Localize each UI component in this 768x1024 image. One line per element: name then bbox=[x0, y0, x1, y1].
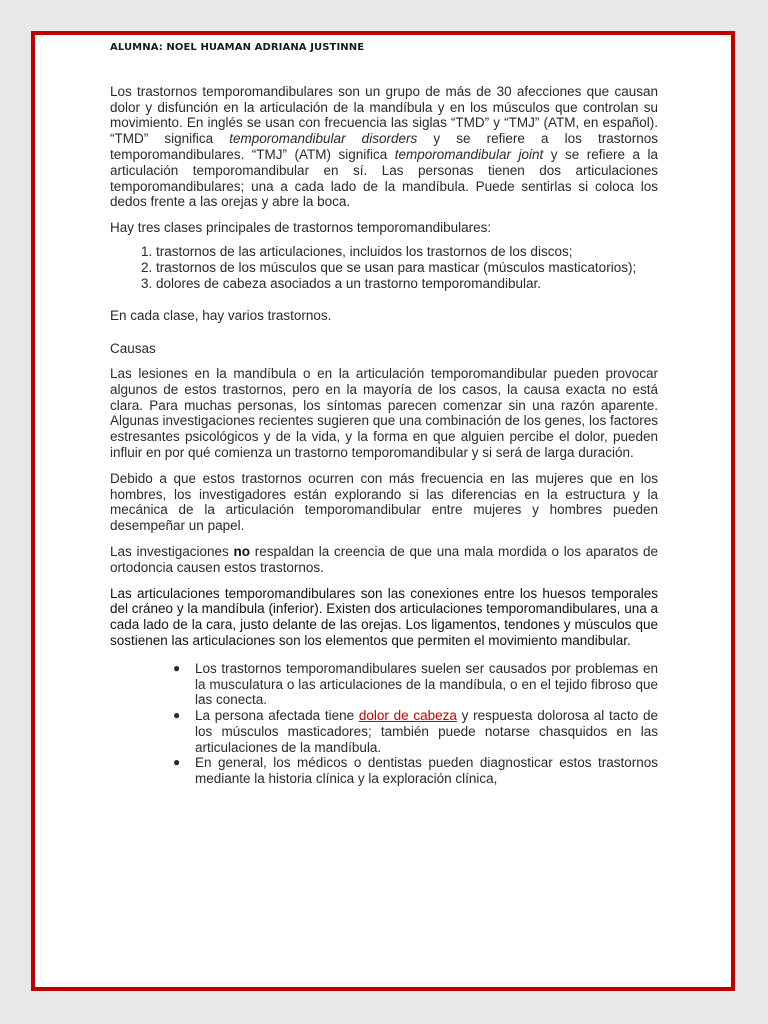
section-heading-causas: Causas bbox=[110, 341, 156, 357]
emphasis-no: no bbox=[233, 543, 251, 559]
bullet-icon: ● bbox=[173, 660, 181, 675]
bullet-list bbox=[110, 661, 658, 787]
dolor-de-cabeza-link[interactable]: dolor de cabeza bbox=[358, 708, 457, 724]
document-body bbox=[110, 40, 658, 787]
classes-closing: En cada clase, hay varios trastornos. bbox=[110, 308, 332, 324]
causes-paragraph-1: Las lesiones en la mandíbula o en la articulación temporomandibular pueden provocar algunos de estos trastornos, pero en la mayoría de los casos, la causa exacta no está clara. Para muchas personas, los síntomas parecen comenzar sin una razón aparente. Algunas investigaciones recientes sugieren que una combinación de los genes, los factores estresantes psicológicos y de la vida, y la forma en que alguien percibe el dolor, pueden influir en por qué comienza un trastorno temporomandibular y si será de larga duración. bbox=[110, 365, 658, 460]
term-tmd: temporomandibular disorders bbox=[229, 131, 418, 147]
list-item: 1. trastornos de las articulaciones, incluidos los trastornos de los discos; bbox=[156, 244, 658, 260]
intro-paragraph: Los trastornos temporomandibulares son un grupo de más de 30 afecciones que causan dolor y disfunción en la articulación de la mandíbula y en los músculos que controlan su movimiento. En inglés se usan con frecuencia las siglas “TMD” y “TMJ” (ATM, en español). “TMD” significa temporomandibular disorders y se refiere a los trastornos temporomandibulares. “TMJ” (ATM) significa temporomandibular joint y se refiere a la articulación temporomandibular en sí. Las personas tienen dos articulaciones temporomandibulares; una a cada lado de la mandíbula. Puede sentirlas si coloca los dedos frente a las orejas y abre la boca. bbox=[110, 83, 658, 210]
causes-paragraph-3: Las investigaciones no respaldan la creencia de que una mala mordida o los aparatos de ortodoncia causen estos trastornos. bbox=[110, 543, 658, 575]
classes-lead: Hay tres clases principales de trastornos temporomandibulares: bbox=[110, 220, 492, 236]
term-tmj: temporomandibular joint bbox=[394, 146, 544, 162]
list-item: 2. trastornos de los músculos que se usan para masticar (músculos masticatorios); bbox=[156, 260, 658, 276]
student-name-header: ALUMNA: NOEL HUAMAN ADRIANA JUSTINNE bbox=[110, 42, 365, 53]
bullet-item: ● La persona afectada tiene dolor de cabeza y respuesta dolorosa al tacto de los músculos masticadores; también puede notarse chasquidos en las articulaciones de la mandíbula. bbox=[173, 708, 659, 755]
bullet-icon: ● bbox=[173, 755, 181, 770]
list-item: 3. dolores de cabeza asociados a un trastorno temporomandibular. bbox=[156, 276, 658, 292]
causes-paragraph-4: Las articulaciones temporomandibulares son las conexiones entre los huesos temporales del cráneo y la mandíbula (inferior). Existen dos articulaciones temporomandibulares, una a cada lado de la cara, justo delante de las orejas. Los ligamentos, tendones y músculos que sostienen las articulaciones son los elementos que permiten el movimiento mandibular. bbox=[110, 585, 658, 648]
bullet-item: ● En general, los médicos o dentistas pueden diagnosticar estos trastornos mediante la historia clínica y la exploración clínica, bbox=[173, 755, 658, 787]
classes-list bbox=[110, 244, 658, 291]
causes-paragraph-2: Debido a que estos trastornos ocurren con más frecuencia en las mujeres que en los hombres, los investigadores están explorando si las diferencias en la estructura y la mecánica de la articulación temporomandibular entre mujeres y hombres pueden desempeñar un papel. bbox=[110, 470, 658, 534]
bullet-item: ● Los trastornos temporomandibulares suelen ser causados por problemas en la musculatura o las articulaciones de la mandíbula, o en el tejido fibroso que las conecta. bbox=[173, 660, 658, 708]
bullet-icon: ● bbox=[173, 708, 181, 723]
